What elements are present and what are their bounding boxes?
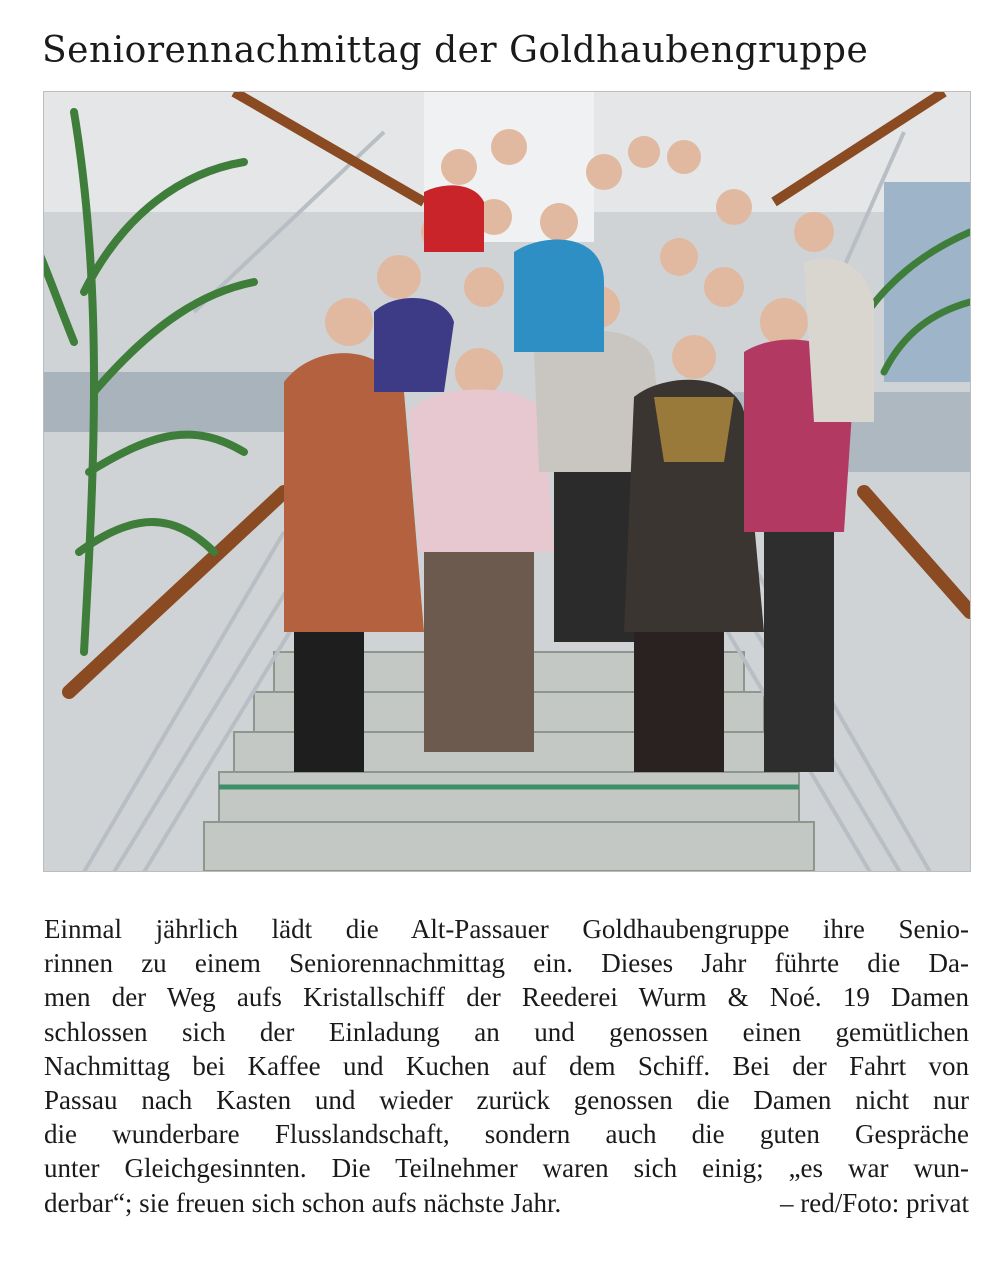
article-line: die wunderbare Flusslandschaft, sondern auch die guten Gespräche (44, 1119, 969, 1150)
article-body (44, 912, 969, 1220)
article-line: Passau nach Kasten und wieder zurück genossen die Damen nicht nur (44, 1085, 969, 1116)
article-line: unter Gleichgesinnten. Die Teilnehmer waren sich einig; „es war wun- (44, 1153, 969, 1184)
article-line: Nachmittag bei Kaffee und Kuchen auf dem Schiff. Bei der Fahrt von (44, 1050, 969, 1081)
article-line: derbar“; sie freuen sich schon aufs nächste Jahr. (44, 1187, 562, 1218)
photo-credit: – red/Foto: privat (780, 1187, 969, 1218)
article-line: Einmal jährlich lädt die Alt-Passauer Goldhaubengruppe ihre Senio- (44, 914, 969, 944)
article-last-line (44, 1186, 969, 1220)
article-line: men der Weg aufs Kristallschiff der Reederei Wurm & Noé. 19 Damen (44, 982, 969, 1013)
group-photo (43, 91, 971, 872)
article-line: rinnen zu einem Seniorennachmittag ein. Dieses Jahr führte die Da- (44, 948, 969, 979)
article-line: schlossen sich der Einladung an und genossen einen gemütlichen (44, 1016, 969, 1047)
headline: Seniorennachmittag der Goldhaubengruppe (42, 30, 869, 71)
